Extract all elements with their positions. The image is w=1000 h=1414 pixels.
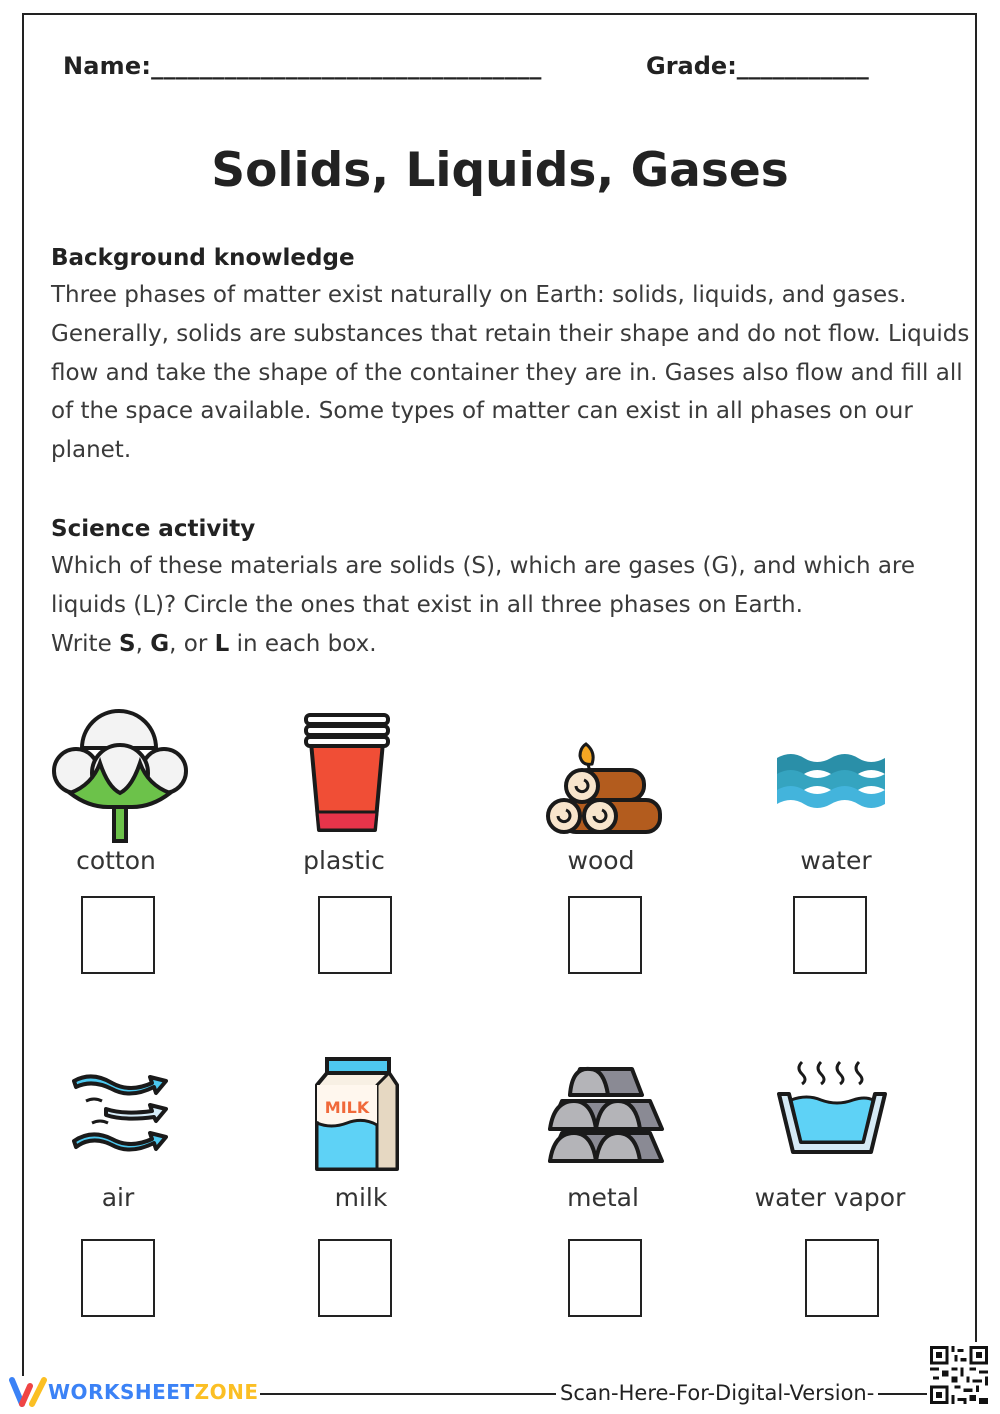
item-label-cotton: cotton — [76, 846, 156, 875]
answer-box-cotton[interactable] — [81, 896, 155, 974]
answer-box-water-vapor[interactable] — [805, 1239, 879, 1317]
item-label-water-vapor: water vapor — [754, 1183, 906, 1212]
milk-carton-icon — [313, 1055, 401, 1173]
activity-text: Which of these materials are solids (S), which are gases (G), and which are liquids (L)? Circle the ones that exist in all three phases on Earth. Write S, G, or L in each box. — [51, 553, 916, 657]
answer-box-water[interactable] — [793, 896, 867, 974]
scan-caption: Scan-Here-For-Digital-Version- — [556, 1381, 878, 1405]
svg-text:MILK: MILK — [324, 1098, 370, 1117]
answer-box-milk[interactable] — [318, 1239, 392, 1317]
wood-logs-icon — [546, 740, 664, 836]
worksheetzone-logo-icon — [8, 1376, 50, 1410]
item-label-wood: wood — [567, 846, 635, 875]
water-waves-icon — [777, 750, 887, 812]
item-label-milk: milk — [334, 1183, 388, 1212]
air-wind-icon — [72, 1073, 168, 1159]
page-title: Solids, Liquids, Gases — [211, 143, 789, 198]
answer-box-air[interactable] — [81, 1239, 155, 1317]
activity-section — [51, 511, 971, 663]
item-label-water: water — [800, 846, 872, 875]
background-heading: Background knowledge — [51, 245, 355, 271]
answer-box-metal[interactable] — [568, 1239, 642, 1317]
answer-box-plastic[interactable] — [318, 896, 392, 974]
plastic-cups-icon — [303, 712, 391, 834]
name-field[interactable]: Name:________________________________ — [63, 52, 542, 80]
item-label-metal: metal — [567, 1183, 639, 1212]
qr-code-icon[interactable] — [927, 1342, 991, 1408]
background-text: Three phases of matter exist naturally on Earth: solids, liquids, and gases. Generally, solids are substances that retain their shape and do not flow. Liquids flow and take the shape of the container they are in. Gases also flow and fill all of the space available. Some types of matter can exist in all phases on our planet. — [51, 282, 970, 464]
answer-box-wood[interactable] — [568, 896, 642, 974]
item-label-air: air — [101, 1183, 135, 1212]
metal-bars-icon — [546, 1063, 666, 1165]
item-label-plastic: plastic — [303, 846, 385, 875]
grade-field[interactable]: Grade:___________ — [646, 52, 869, 80]
brand-name[interactable]: WORKSHEETZONE — [48, 1380, 259, 1404]
steaming-water-bowl-icon — [777, 1058, 887, 1158]
activity-heading: Science activity — [51, 516, 256, 542]
background-section — [51, 240, 971, 470]
cotton-icon — [52, 703, 188, 843]
